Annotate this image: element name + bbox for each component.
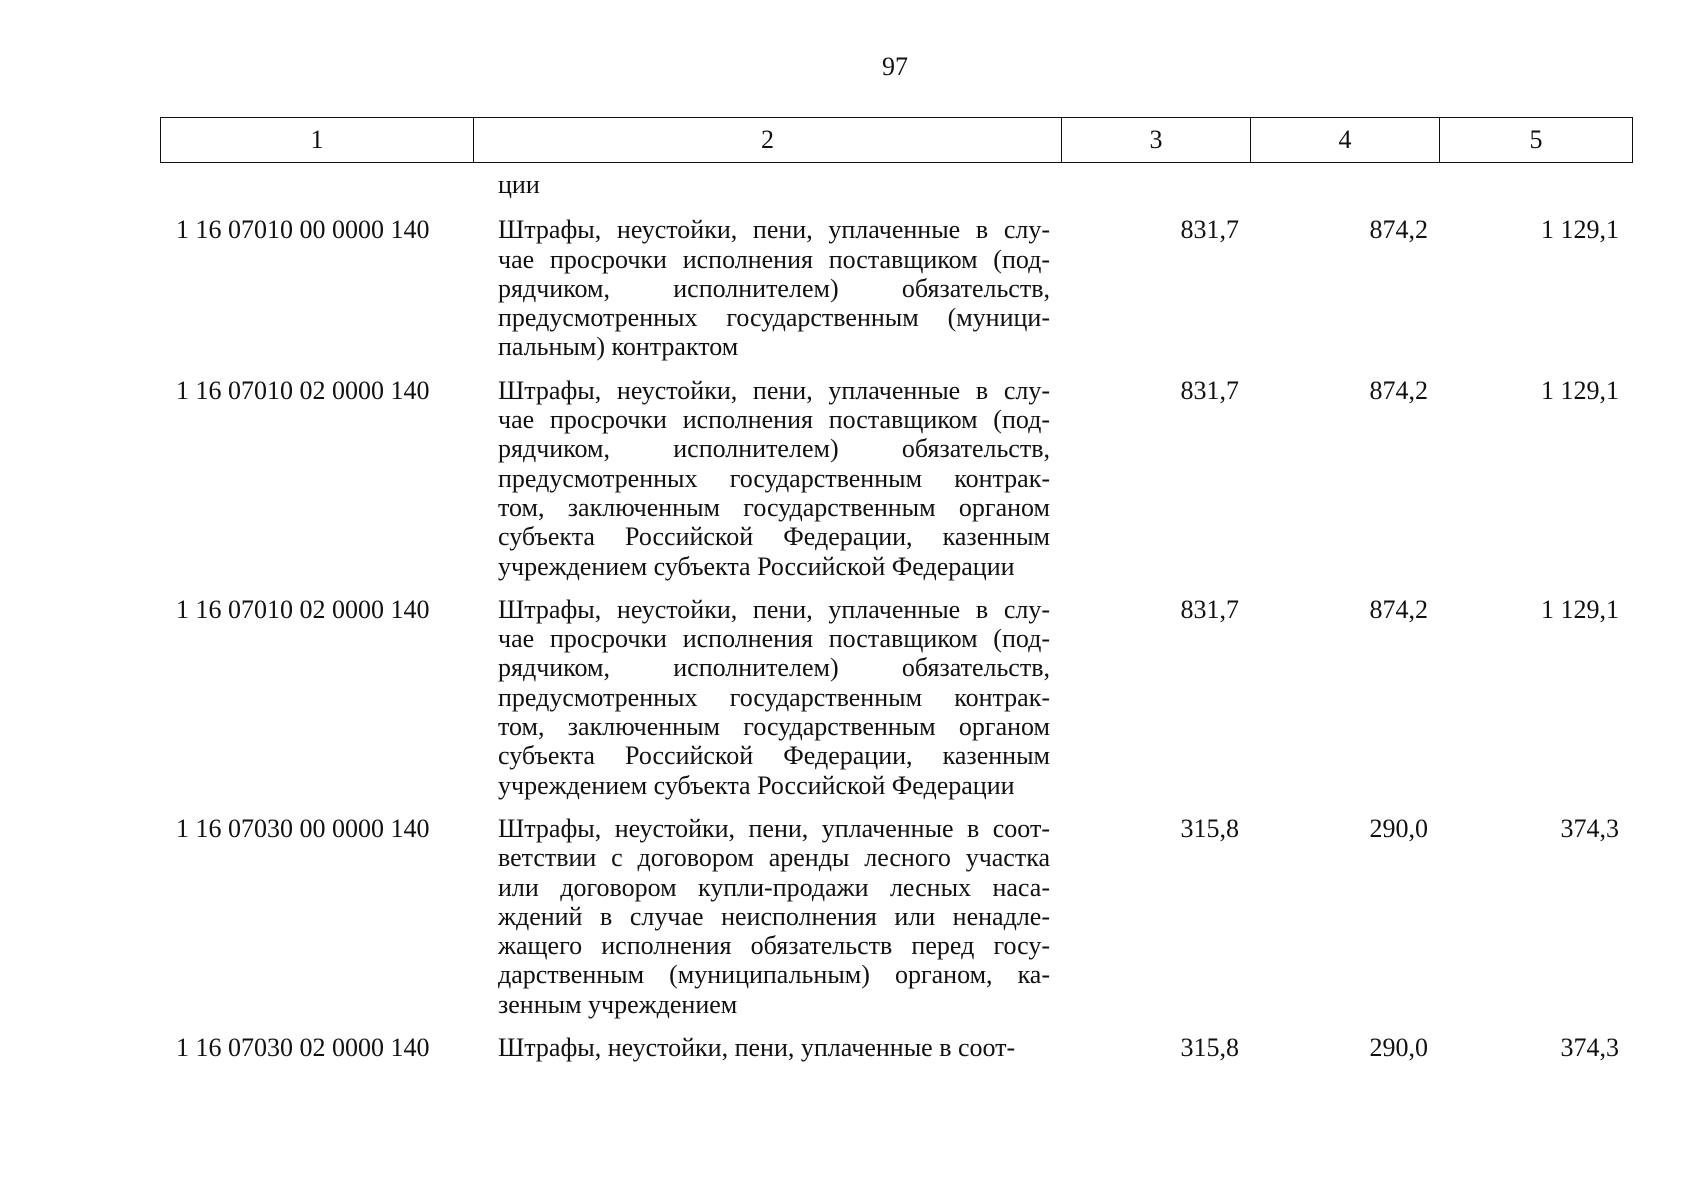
row-description-line: рядчиком, исполнителем) обязательств, [498, 653, 1050, 683]
row-description-line: предусмотренных государственным контрак- [498, 463, 1050, 493]
table-header [160, 117, 1633, 163]
row-description-line: рядчиком, исполнителем) обязательств, [498, 434, 1050, 464]
row-description-line: Штрафы, неустойки, пени, уплаченные в слу- [498, 375, 1050, 405]
row-description-line: ветствии с договором аренды лесного участка [498, 843, 1050, 873]
page-number: 97 [882, 52, 908, 81]
row-description-line: дарственным (муниципальным) органом, ка- [498, 960, 1050, 990]
row-description-line: предусмотренных государственным контрак- [498, 682, 1050, 712]
row-description-line: учреждением субъекта Российской Федерации [498, 551, 1015, 581]
table-row [160, 1033, 1633, 1062]
header-col-3: 3 [1062, 118, 1251, 162]
table-row [160, 814, 1633, 1019]
row-value-col4: 290,0 [1369, 1033, 1428, 1063]
row-value-col3: 831,7 [1180, 375, 1239, 405]
header-col-2: 2 [474, 118, 1062, 162]
row-description-line: том, заключенным государственным органом [498, 492, 1050, 522]
row-description-line: субъекта Российской Федерации, казенным [498, 741, 1050, 771]
row-description-line: ждений в случае неисполнения или ненадле- [498, 901, 1050, 931]
row-value-col4: 874,2 [1369, 594, 1428, 624]
row-value-col3: 831,7 [1180, 215, 1239, 245]
row-value-col5: 374,3 [1560, 1033, 1619, 1063]
header-col-1: 1 [161, 118, 474, 162]
row-code: 1 16 07030 02 0000 140 [176, 1033, 430, 1063]
header-col-5: 5 [1529, 125, 1543, 154]
row-description-line: чае просрочки исполнения поставщиком (под- [498, 624, 1050, 654]
row-description-line: Штрафы, неустойки, пени, уплаченные в слу- [498, 594, 1050, 624]
row-code: 1 16 07010 00 0000 140 [176, 215, 430, 245]
rows-container [160, 215, 1633, 1062]
row-description [473, 376, 1061, 581]
row-value-col3: 831,7 [1180, 594, 1239, 624]
row-description-line: зенным учреждением [498, 989, 738, 1019]
table-row [160, 215, 1633, 361]
table-row [160, 376, 1633, 581]
row-value-col5: 374,3 [1560, 813, 1619, 843]
row-code: 1 16 07030 00 0000 140 [176, 813, 430, 843]
row-description-line: чае просрочки исполнения поставщиком (под- [498, 244, 1050, 274]
continuation-row [160, 170, 1633, 199]
row-description-line: или договором купли-продажи лесных наса- [498, 872, 1050, 902]
table-row [160, 595, 1633, 800]
row-value-col4: 290,0 [1369, 813, 1428, 843]
row-value-col3: 315,8 [1180, 813, 1239, 843]
header-col-4: 4 [1251, 118, 1440, 162]
continuation-text: ции [498, 170, 540, 199]
row-code: 1 16 07010 02 0000 140 [176, 375, 430, 405]
row-description [473, 215, 1061, 361]
row-description-line: рядчиком, исполнителем) обязательств, [498, 273, 1050, 303]
row-code: 1 16 07010 02 0000 140 [176, 594, 430, 624]
row-value-col4: 874,2 [1369, 375, 1428, 405]
row-value-col4: 874,2 [1369, 215, 1428, 245]
table-body [160, 170, 1633, 1076]
row-description-line: Штрафы, неустойки, пени, уплаченные в соот- [498, 813, 1050, 843]
row-description-line: Штрафы, неустойки, пени, уплаченные в соот- [498, 1033, 1016, 1063]
row-description-line: том, заключенным государственным органом [498, 712, 1050, 742]
row-description [473, 1033, 1061, 1062]
row-description [473, 595, 1061, 800]
row-value-col3: 315,8 [1180, 1033, 1239, 1063]
row-description-line: чае просрочки исполнения поставщиком (под- [498, 405, 1050, 435]
row-value-col5: 1 129,1 [1541, 594, 1619, 624]
row-description-line: учреждением субъекта Российской Федерации [498, 770, 1015, 800]
row-value-col5: 1 129,1 [1541, 215, 1619, 245]
row-value-col5: 1 129,1 [1541, 375, 1619, 405]
row-description-line: Штрафы, неустойки, пени, уплаченные в слу- [498, 215, 1050, 245]
row-description-line: субъекта Российской Федерации, казенным [498, 522, 1050, 552]
row-description-line: предусмотренных государственным (муници- [498, 303, 1050, 333]
row-description [473, 814, 1061, 1019]
row-description-line: жащего исполнения обязательств перед госу- [498, 931, 1050, 961]
row-description-line: пальным) контрактом [498, 332, 739, 362]
